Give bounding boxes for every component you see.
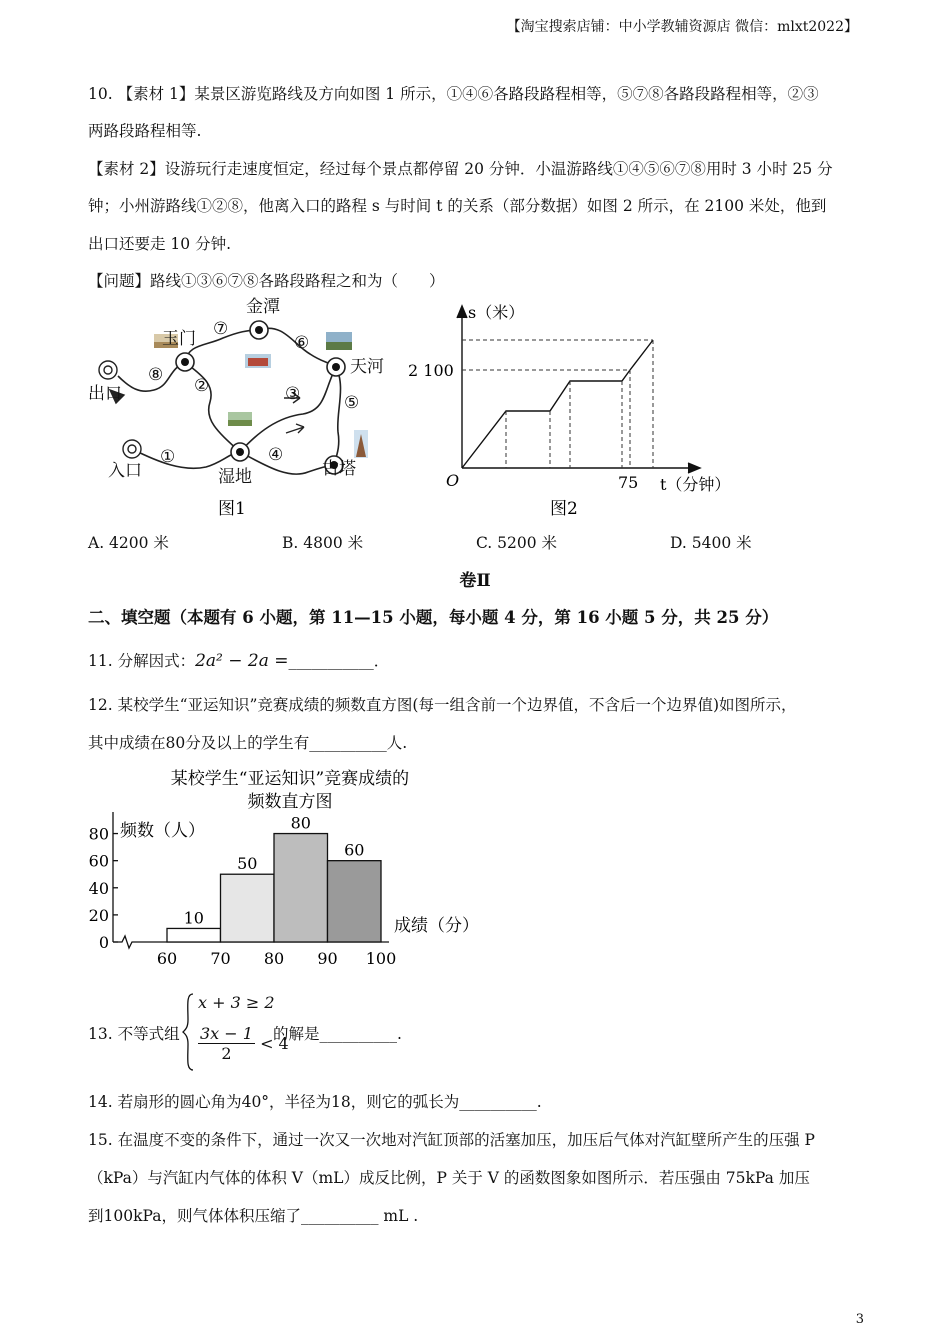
q13-fraction-denominator: 2 xyxy=(221,1044,232,1063)
segment-5-path xyxy=(334,367,341,465)
place-tianhe: 天河 xyxy=(350,357,384,377)
page-header: 【淘宝搜索店铺：中小学教辅资源店 微信：mlxt2022】 xyxy=(506,19,858,35)
s-tick-2100: 2 100 xyxy=(408,361,454,380)
q15-line-2: （kPa）与汽缸内气体的体积 V（mL）成反比例，P 关于 V 的函数图象如图所示．若压强由 75kPa 加压 xyxy=(88,1169,810,1187)
landmark-thumbnails xyxy=(154,332,368,458)
chart-ylabel: 频数（人） xyxy=(120,821,205,841)
place-entrance: 入口 xyxy=(108,461,142,481)
t-tick-75: 75 xyxy=(618,473,639,492)
s-axis-label: s（米） xyxy=(468,303,525,322)
volume-title: 卷Ⅱ xyxy=(459,571,491,591)
q10-line-2: 两路段路程相等. xyxy=(88,122,202,140)
figure-2-caption: 图2 xyxy=(550,499,578,519)
figure-1-caption: 图1 xyxy=(218,499,246,519)
segment-4-path xyxy=(240,452,334,474)
segment-label-4: ④ xyxy=(268,445,284,465)
q12-line-1: 12. 某校学生“亚运知识”竞赛成绩的频数直方图(每一组含前一个边界值，不含后一个边界值)如图所示， xyxy=(88,696,797,714)
chart-xlabel: 成绩（分） xyxy=(394,916,479,936)
q14: 14. 若扇形的圆心角为40°，半径为18，则它的弧长为__________. xyxy=(88,1093,542,1111)
option-a[interactable]: A. 4200 米 xyxy=(88,534,169,552)
histogram-bar-value-label: 80 xyxy=(290,813,311,833)
histogram-bar-value-label: 60 xyxy=(344,840,365,860)
q13-relation: < 4 xyxy=(260,1034,289,1053)
histogram-x-tick-label: 90 xyxy=(317,949,338,968)
histogram-bar-value-label: 10 xyxy=(183,908,204,928)
q10-line-6: 【问题】路线①③⑥⑦⑧各路段路程之和为（ ） xyxy=(88,272,445,290)
distance-time-graph xyxy=(400,296,745,522)
q11 xyxy=(88,649,389,671)
q11-end: ． xyxy=(373,652,390,670)
segment-label-5: ⑤ xyxy=(344,393,360,413)
histogram-y-tick-label: 80 xyxy=(88,824,109,844)
place-yumen: 玉门 xyxy=(162,329,196,349)
q13-inequality-1: x + 3 ≥ 2 xyxy=(198,993,275,1012)
histogram-y-tick-label: 40 xyxy=(88,878,109,898)
option-b[interactable]: B. 4800 米 xyxy=(282,534,364,552)
segment-3-path xyxy=(240,367,336,452)
segment-label-1: ① xyxy=(160,447,176,467)
section-2-heading: 二、填空题（本题有 6 小题，第 11—15 小题，每小题 4 分，第 16 小题 5 分，共 25 分） xyxy=(88,608,779,627)
chart-subtitle: 频数直方图 xyxy=(247,792,333,812)
place-exit: 出口 xyxy=(88,384,122,404)
route-map-figure xyxy=(88,292,418,522)
histogram-y-tick-label: 60 xyxy=(88,851,109,871)
histogram-bar xyxy=(221,874,275,942)
origin-label: O xyxy=(446,471,460,490)
q13-suffix: 的解是__________. xyxy=(273,1025,402,1043)
segment-1-path xyxy=(132,449,240,468)
option-d[interactable]: D. 5400 米 xyxy=(670,534,752,552)
distance-polyline xyxy=(462,340,653,468)
q13-fraction-numerator: 3x − 1 xyxy=(200,1024,253,1043)
q10-line-5: 出口还要走 10 分钟. xyxy=(88,235,232,253)
segment-label-7: ⑦ xyxy=(213,319,229,339)
segment-label-8: ⑧ xyxy=(148,365,164,385)
histogram-bar xyxy=(328,861,382,942)
histogram-bar xyxy=(274,834,328,942)
segment-label-6: ⑥ xyxy=(294,333,310,353)
segment-label-3: ③ xyxy=(285,384,301,404)
place-guta: 古塔 xyxy=(322,459,356,479)
histogram-x-tick-label: 60 xyxy=(156,949,178,968)
histogram-x-tick-label: 70 xyxy=(210,949,231,968)
place-jintan: 金潭 xyxy=(246,297,280,317)
q10-line-4: 钟；小州游路线①②⑧，他离入口的路程 s 与时间 t 的关系（部分数据）如图 2 所示，在 2100 米处，他到 xyxy=(88,197,827,215)
q10-line-1: 10. 【素材 1】某景区游览路线及方向如图 1 所示，①④⑥各路段路程相等，⑤⑦⑧各路段路程相等，②③ xyxy=(88,85,819,103)
chart-title: 某校学生“亚运知识”竞赛成绩的 xyxy=(170,769,410,789)
q10-line-3: 【素材 2】设游玩行走速度恒定，经过每个景点都停留 20 分钟．小温游路线①④⑤⑥⑦⑧用时 3 小时 25 分 xyxy=(88,160,833,178)
q11-prefix: 11. 分解因式： xyxy=(88,652,196,670)
segment-label-2: ② xyxy=(194,376,210,396)
q15-line-1: 15. 在温度不变的条件下，通过一次又一次地对汽缸顶部的活塞加压，加压后气体对汽缸壁所产生的压强 P xyxy=(88,1131,815,1149)
histogram-x-tick-label: 80 xyxy=(263,949,285,968)
q11-blank[interactable]: ___________ xyxy=(288,652,374,670)
histogram-chart xyxy=(80,760,500,975)
histogram-bar-value-label: 50 xyxy=(237,854,258,874)
system-brace-icon xyxy=(182,992,194,1072)
q11-expression: 2a² − 2a = xyxy=(195,651,289,671)
page-number: 3 xyxy=(855,1312,864,1327)
histogram-bar xyxy=(167,928,221,942)
place-shidi: 湿地 xyxy=(218,467,252,487)
histogram-x-tick-label: 100 xyxy=(365,949,397,968)
q15-line-3: 到100kPa，则气体体积压缩了__________ mL . xyxy=(88,1207,419,1225)
q13-prefix: 13. 不等式组 xyxy=(88,1025,180,1043)
t-axis-label: t（分钟） xyxy=(660,475,731,494)
histogram-y-tick-label: 20 xyxy=(88,905,109,925)
histogram-y-tick-label: 0 xyxy=(98,933,109,952)
option-c[interactable]: C. 5200 米 xyxy=(476,534,558,552)
q12-line-2: 其中成绩在80分及以上的学生有__________人. xyxy=(88,734,408,752)
